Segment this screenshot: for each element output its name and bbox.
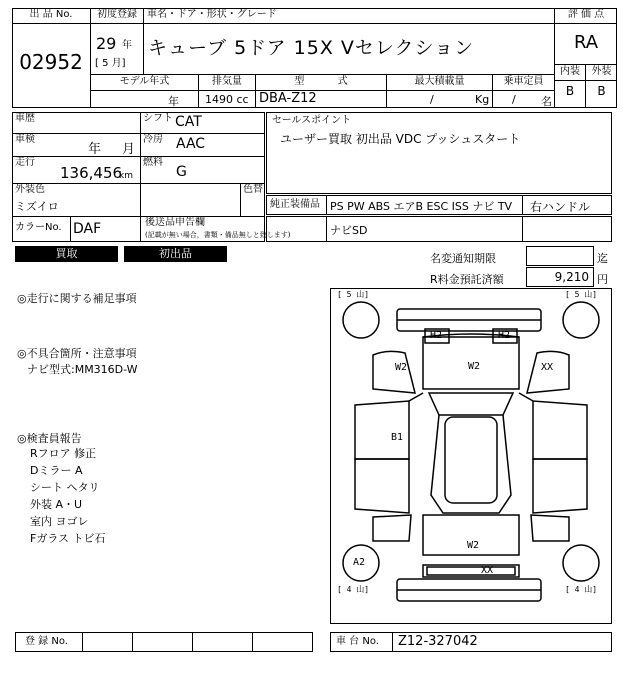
equipment-value: PS PW ABS エアB ESC ISS ナビ TV xyxy=(330,200,513,213)
ac-label: 冷房 xyxy=(143,134,163,145)
max-load-label: 最大積載量 xyxy=(414,76,465,87)
tire-rear-right-label: [ 4 山] xyxy=(565,585,598,594)
post-parts-value: ナビSD xyxy=(330,224,368,237)
tire-front-left xyxy=(343,302,379,338)
driving-notes-title: ◎走行に関する補足事項 xyxy=(17,292,137,305)
first-reg-label: 初度登録 xyxy=(97,9,137,20)
mark-h2-right: H2 xyxy=(498,330,511,341)
mark-b1: B1 xyxy=(391,432,404,443)
name-change-unit: 迄 xyxy=(597,252,608,265)
post-parts-label: 後送品申告欄 xyxy=(145,217,205,228)
model-label: 車名・ドア・形状・グレード xyxy=(147,9,277,20)
model-year-unit: 年 xyxy=(168,95,179,108)
chassis-number: Z12-327042 xyxy=(398,634,478,649)
max-load-slash: / xyxy=(430,93,434,106)
color-value: ミズイロ xyxy=(15,200,59,213)
recycle-unit: 円 xyxy=(597,273,608,286)
reg-no-label: 登 録 No. xyxy=(25,636,68,647)
car-name: キューブ 5ドア 15X Vセレクション xyxy=(148,37,475,59)
capacity-label: 乗車定員 xyxy=(503,76,544,87)
mark-w2-rear: W2 xyxy=(467,540,480,551)
interior-grade: B xyxy=(565,84,575,98)
color-change-label: 色替 xyxy=(243,184,263,195)
lot-number: 02952 xyxy=(19,50,83,74)
fuel-label: 燃料 xyxy=(143,157,163,168)
inspector-line-3: シート ヘタリ xyxy=(30,481,100,494)
inspector-line-5: 室内 ヨゴレ xyxy=(30,515,89,528)
damage-diagram xyxy=(330,288,612,624)
name-change-box xyxy=(526,246,594,266)
tag-first-listing: 初出品 xyxy=(124,246,227,262)
reg-month: [ 5 月] xyxy=(95,58,126,69)
fuel-value: G xyxy=(176,164,187,180)
type-value: DBA-Z12 xyxy=(259,91,317,106)
car-outline xyxy=(331,289,611,623)
model-year-label: モデル年式 xyxy=(119,76,170,87)
ac-value: AAC xyxy=(176,136,206,152)
name-change-label: 名変通知期限 xyxy=(430,252,496,265)
sales-point-text: ユーザー買取 初出品 VDC プッシュスタート xyxy=(280,132,521,146)
recycle-value: 9,210 xyxy=(526,267,594,287)
mileage-unit: km xyxy=(119,171,133,181)
score-value: RA xyxy=(573,32,599,53)
capacity-unit: 名 xyxy=(541,95,552,108)
color-no-label: カラーNo. xyxy=(15,222,62,233)
mark-xx-bottom: XX xyxy=(481,565,494,576)
score-label: 評 価 点 xyxy=(567,9,605,20)
mark-h2-left: H2 xyxy=(430,330,443,341)
defects-line-1: ナビ型式:MM316D-W xyxy=(27,363,138,376)
inspector-line-4: 外装 A・U xyxy=(30,498,83,511)
history-label: 車歴 xyxy=(15,113,35,124)
mark-xx-right: XX xyxy=(541,362,554,373)
displacement-label: 排気量 xyxy=(212,76,242,87)
mark-w2-left: W2 xyxy=(395,362,408,373)
post-parts-note: (記載が無い場合，書類・備品無しと致します) xyxy=(145,231,291,239)
reg-year: 29 xyxy=(96,34,117,53)
color-no-value: DAF xyxy=(73,221,102,237)
tire-front-right-label: [ 5 山] xyxy=(565,290,598,299)
mileage-value: 136,456 xyxy=(60,164,123,182)
inspection-month: 月 xyxy=(122,142,136,157)
inspector-line-6: Fガラス トビ石 xyxy=(30,532,106,545)
inspection-label: 車検 xyxy=(15,134,35,145)
interior-label: 内装 xyxy=(560,66,580,77)
tire-front-left-label: [ 5 山] xyxy=(337,290,370,299)
shift-value: CAT xyxy=(175,114,202,130)
inspector-title: ◎検査員報告 xyxy=(17,432,82,445)
recycle-label: R料金預託済額 xyxy=(430,273,504,286)
inspector-line-2: Dミラー A xyxy=(30,464,83,477)
reg-year-unit: 年 xyxy=(122,40,132,51)
mark-w2-center: W2 xyxy=(468,361,481,372)
mileage-label: 走行 xyxy=(15,157,35,168)
max-load-unit: Kg xyxy=(475,93,490,106)
inspection-year: 年 xyxy=(88,142,102,157)
shift-label: シフト xyxy=(143,113,173,124)
lot-label: 出 品 No. xyxy=(29,9,73,20)
color-label: 外装色 xyxy=(15,184,45,195)
sales-point-label: セールスポイント xyxy=(272,115,352,126)
equipment-label: 純正装備品 xyxy=(270,199,320,210)
tag-purchase: 買取 xyxy=(15,246,118,262)
steering-value: 右ハンドル xyxy=(530,200,591,214)
inspector-line-1: Rフロア 修正 xyxy=(30,447,97,460)
defects-title: ◎不具合箇所・注意事項 xyxy=(17,347,137,360)
tire-rear-left-label: [ 4 山] xyxy=(337,585,370,594)
chassis-label: 車 台 No. xyxy=(336,636,379,647)
tire-front-right xyxy=(563,302,599,338)
tire-rear-right xyxy=(563,545,599,581)
exterior-label: 外装 xyxy=(591,66,612,77)
type-label: 型 式 xyxy=(294,76,348,87)
post-parts-frame xyxy=(266,216,612,242)
capacity-slash: / xyxy=(512,93,516,106)
exterior-grade: B xyxy=(597,84,606,98)
mark-a2: A2 xyxy=(353,557,366,568)
displacement-value: 1490 cc xyxy=(205,93,249,106)
